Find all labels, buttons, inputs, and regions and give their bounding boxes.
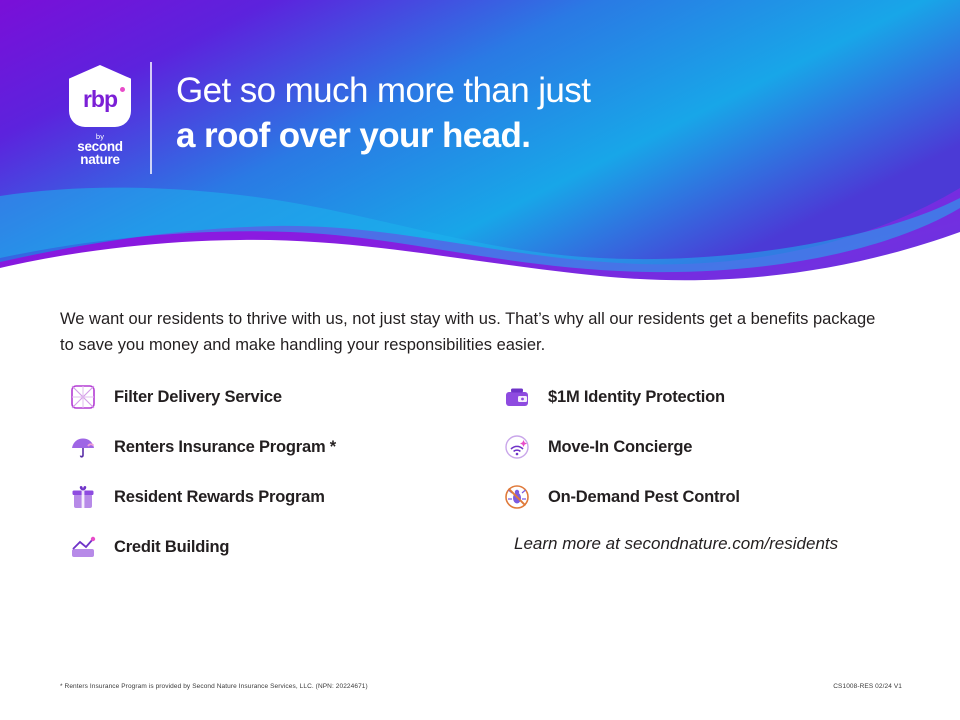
benefits-column-left [66, 372, 486, 572]
benefit-label: Resident Rewards Program [114, 487, 325, 506]
benefit-label: Credit Building [114, 537, 230, 556]
no-pest-icon [500, 480, 534, 514]
rbp-wordmark: rbp [82, 85, 118, 112]
benefit-item [66, 422, 486, 472]
page-title [176, 68, 590, 158]
benefit-item [66, 472, 486, 522]
benefit-item [66, 372, 486, 422]
benefit-label: $1M Identity Protection [548, 387, 725, 406]
benefits-column-right [500, 372, 920, 522]
air-filter-icon [66, 380, 100, 414]
rbp-logo [58, 65, 142, 175]
rbp-dot-icon [120, 87, 125, 92]
brand-name-line2: nature [80, 151, 120, 167]
wifi-sparkle-icon [500, 430, 534, 464]
benefit-item [66, 522, 486, 572]
credit-chart-icon [66, 530, 100, 564]
benefit-label: Filter Delivery Service [114, 387, 282, 406]
footnote-text: * Renters Insurance Program is provided by Second Nature Insurance Services, LLC. (NPN: 20224671) [60, 683, 368, 690]
learn-more-text: Learn more at secondnature.com/residents [514, 534, 839, 553]
benefit-item [500, 422, 920, 472]
benefit-item [500, 472, 920, 522]
benefit-label: Renters Insurance Program * [114, 437, 337, 456]
benefit-label: On-Demand Pest Control [548, 487, 740, 506]
benefit-label: Move-In Concierge [548, 437, 693, 456]
brand-by-label: by [95, 132, 105, 141]
umbrella-icon [66, 430, 100, 464]
headline-line-2: a roof over your head. [176, 116, 531, 155]
intro-paragraph: We want our residents to thrive with us, not just stay with us. That’s why all our residents get a benefits package to save you money and make handling your responsibilities easier. [60, 310, 876, 354]
wallet-shield-icon [500, 380, 534, 414]
brand-name-line1: second [77, 139, 123, 154]
header-divider [150, 62, 152, 174]
benefit-item [500, 372, 920, 422]
rbp-badge-icon [69, 65, 131, 127]
headline-line-1: Get so much more than just [176, 71, 591, 110]
gift-icon [66, 480, 100, 514]
document-code: CS1008-RES 02/24 V1 [833, 683, 902, 690]
